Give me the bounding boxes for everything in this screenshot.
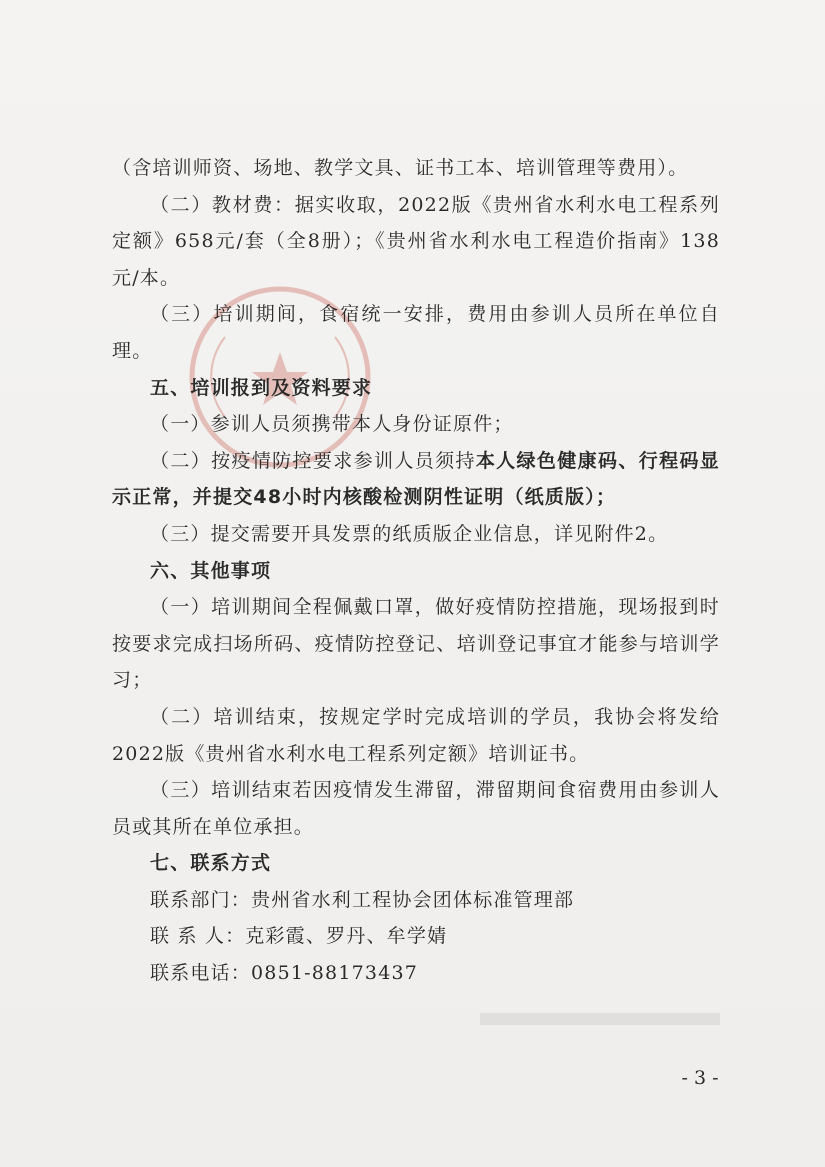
paragraph-material-fee: （二）教材费：据实收取，2022版《贵州省水利水电工程系列定额》658元/套（全8册）；《贵州省水利水电工程造价指南》138元/本。: [112, 193, 720, 289]
paragraph-fee-note: （含培训师资、场地、教学文具、证书工本、培训管理等费用）。: [112, 157, 689, 179]
health-code-text: （二）按疫情防控要求参训人员须持: [150, 449, 476, 472]
contact-phone: 联系电话：0851-88173437: [150, 962, 419, 985]
paragraph-health-code: [112, 443, 720, 516]
section-heading-registration: 五、培训报到及资料要求: [150, 376, 373, 399]
paragraph-invoice: （三）提交需要开具发票的纸质版企业信息，详见附件2。: [150, 522, 669, 545]
page-number: - 3 -: [681, 1067, 719, 1089]
contact-persons: 联 系 人：克彩霞、罗丹、牟学婧: [150, 925, 448, 948]
section-heading-other: 六、其他事项: [150, 559, 272, 582]
paragraph-stranded: （三）培训结束若因疫情发生滞留，滞留期间食宿费用由参训人员或其所在单位承担。: [112, 779, 720, 838]
contact-department: 联系部门：贵州省水利工程协会团体标准管理部: [150, 888, 575, 911]
section-heading-contact: 七、联系方式: [150, 852, 272, 875]
paragraph-masks: （一）培训期间全程佩戴口罩，做好疫情防控措施，现场报到时按要求完成扫场所码、疫情防控登记、培训登记事宜才能参与培训学习；: [112, 596, 720, 692]
paragraph-accommodation: （三）培训期间，食宿统一安排，费用由参训人员所在单位自理。: [112, 303, 720, 362]
document-body: [112, 150, 720, 992]
paragraph-certificate: （二）培训结束，按规定学时完成培训的学员，我协会将发给2022版《贵州省水利水电工程系列定额》培训证书。: [112, 705, 720, 765]
health-code-bold-text: 本人绿色健康码、行程码显示正常，并提交48小时内核酸检测阴性证明（纸质版）；: [112, 449, 721, 509]
paragraph-id-card: （一）参训人员须携带本人身份证原件；: [150, 413, 514, 436]
bleed-through-mark: [480, 1013, 720, 1025]
